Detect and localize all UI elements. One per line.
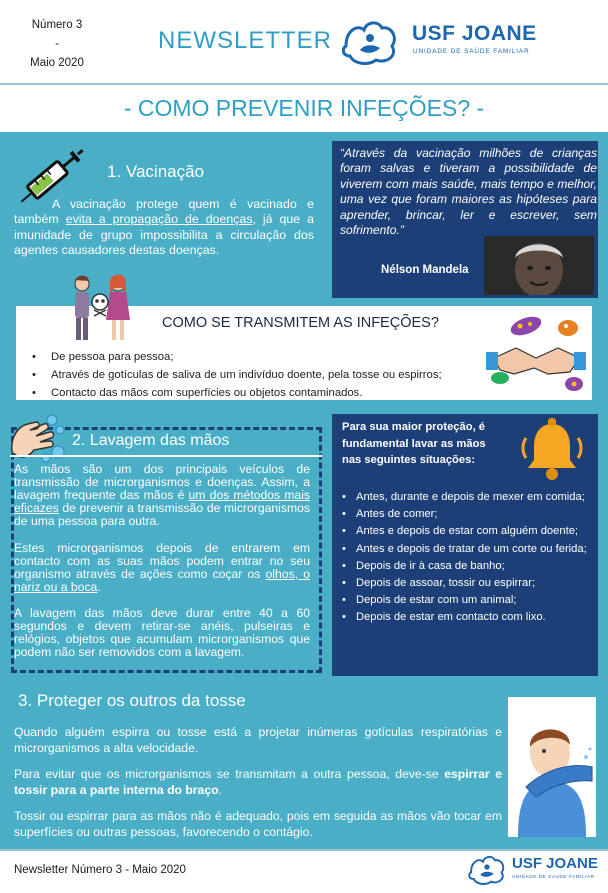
logo-name: USF JOANE (412, 22, 537, 45)
tosse-paragraph-1: Quando alguém espirra ou tosse está a projetar inúmeras gotículas respiratórias e microrganismos a alta velocidade. (14, 725, 502, 755)
lavagem-paragraph-2 (14, 542, 310, 594)
lavagem-paragraph-1 (14, 463, 310, 528)
footer-logo-subtitle: UNIDADE DE SAÚDE FAMILIAR (512, 874, 595, 879)
issue-info (18, 16, 96, 73)
tosse-paragraph-2 (14, 766, 502, 798)
list-item: • De pessoa para pessoa; (32, 349, 442, 367)
portrait-image (484, 236, 594, 295)
list-item: • Antes e depois de tratar de um corte ou ferida; (342, 541, 598, 557)
lavagem-p1-a: As mãos são um dos principais veículos de transmissão de microrganismos e doenças. Assim, a lavagem frequente das mãos é (14, 462, 310, 502)
list-item: • Contacto das mãos com superfícies ou objetos contaminados. (32, 385, 442, 403)
tosse-p2-bold: espirrar e tossir para a parte interna do braço (14, 767, 502, 797)
transmission-list (32, 349, 442, 402)
quote-author: Nélson Mandela (381, 264, 469, 276)
vacinacao-text-b: , já que a imunidade de grupo impossibilita a circulação dos agentes causadores destas doenças. (14, 212, 314, 258)
bell-icon (520, 418, 584, 484)
lavagem-p1-highlight: um dos métodos mais eficazes (14, 488, 310, 515)
vacinacao-text-a: A vacinação protege quem é vacinado e também (14, 197, 314, 227)
section-vacinacao-text (14, 197, 314, 259)
issue-date: Maio 2020 (30, 57, 84, 69)
list-item: • Depois de estar com um animal; (342, 592, 598, 608)
footer-logo-name: USF JOANE (512, 855, 598, 872)
situations-list (342, 489, 598, 627)
issue-number: Número 3 (31, 19, 83, 31)
footer-text: Newsletter Número 3 - Maio 2020 (14, 864, 186, 876)
usf-logo-icon (467, 851, 507, 887)
quote-text: “Através da vacinação milhões de crianças foram salvas e tiveram a possibilidade de viverem com mais saúde, mais tempo e melhor, uma vez que foram maiores as hipóteses para aprender, brincar, ler e escrever, sem sofrimento.” (340, 146, 597, 238)
coughing-person-icon (508, 697, 596, 837)
list-item: • Antes de comer; (342, 506, 598, 522)
header-divider (0, 83, 608, 85)
tosse-p2-b: . (218, 783, 222, 797)
page-title: - COMO PREVENIR INFEÇÕES? - (123, 95, 485, 121)
list-item: • Depois de estar em contacto com lixo. (342, 609, 598, 625)
list-item: • Antes, durante e depois de mexer em comida; (342, 489, 598, 505)
list-item: • Antes e depois de estar com alguém doente; (342, 523, 598, 539)
lavagem-p1-b: de prevenir a transmissão de microrganismos de uma pessoa para outra. (14, 501, 310, 528)
tosse-paragraph-3: Tossir ou espirrar para as mãos não é adequado, pois em seguida as mãos vão tocar em superfícies ou outras pessoas, favorecendo o contágio. (14, 809, 502, 839)
usf-logo-icon (340, 16, 400, 66)
section-lavagem-heading: 2. Lavagem das mãos (72, 432, 230, 449)
section-tosse-heading: 3. Proteger os outros da tosse (18, 691, 246, 710)
lavagem-paragraph-3: A lavagem das mãos deve durar entre 40 a 60 segundos e devem retirar-se anéis, pulseiras e relógios, objetos que acumulam microrganismos que podem não ser removidos com a lavagem. (14, 606, 310, 659)
handwashing-icon (6, 412, 68, 468)
germs-handshake-icon (486, 312, 586, 396)
issue-separator: - (55, 38, 59, 50)
logo-subtitle: UNIDADE DE SAÚDE FAMILIAR (413, 48, 530, 55)
list-item: • Depois de assoar, tossir ou espirrar; (342, 575, 598, 591)
transmission-title: COMO SE TRANSMITEM AS INFEÇÕES? (162, 315, 439, 331)
situations-intro: Para sua maior proteção, é fundamental lavar as mãos nas seguintes situações: (342, 421, 486, 466)
lavagem-p2-b: . (97, 580, 101, 594)
tosse-p2-a: Para evitar que os microrganismos se transmitam a outra pessoa, deve-se (14, 767, 445, 781)
list-item: • Através de gotículas de saliva de um indivíduo doente, pela tosse ou espirros; (32, 367, 442, 385)
lavagem-p2-highlight: olhos, o nariz ou a boca (14, 567, 310, 594)
list-item: • Depois de ir à casa de banho; (342, 558, 598, 574)
vacinacao-highlight: evita a propagação de doenças (65, 212, 253, 227)
lavagem-p2-a: Estes microrganismos depois de entrarem em contacto com as suas mãos podem entrar no seu organismo através de ações como coçar os (14, 541, 310, 581)
footer-divider (0, 849, 608, 851)
heading-underline (10, 455, 322, 457)
newsletter-title: NEWSLETTER (158, 27, 333, 54)
sick-people-icon (64, 274, 136, 342)
section-vacinacao-heading: 1. Vacinação (107, 162, 205, 181)
